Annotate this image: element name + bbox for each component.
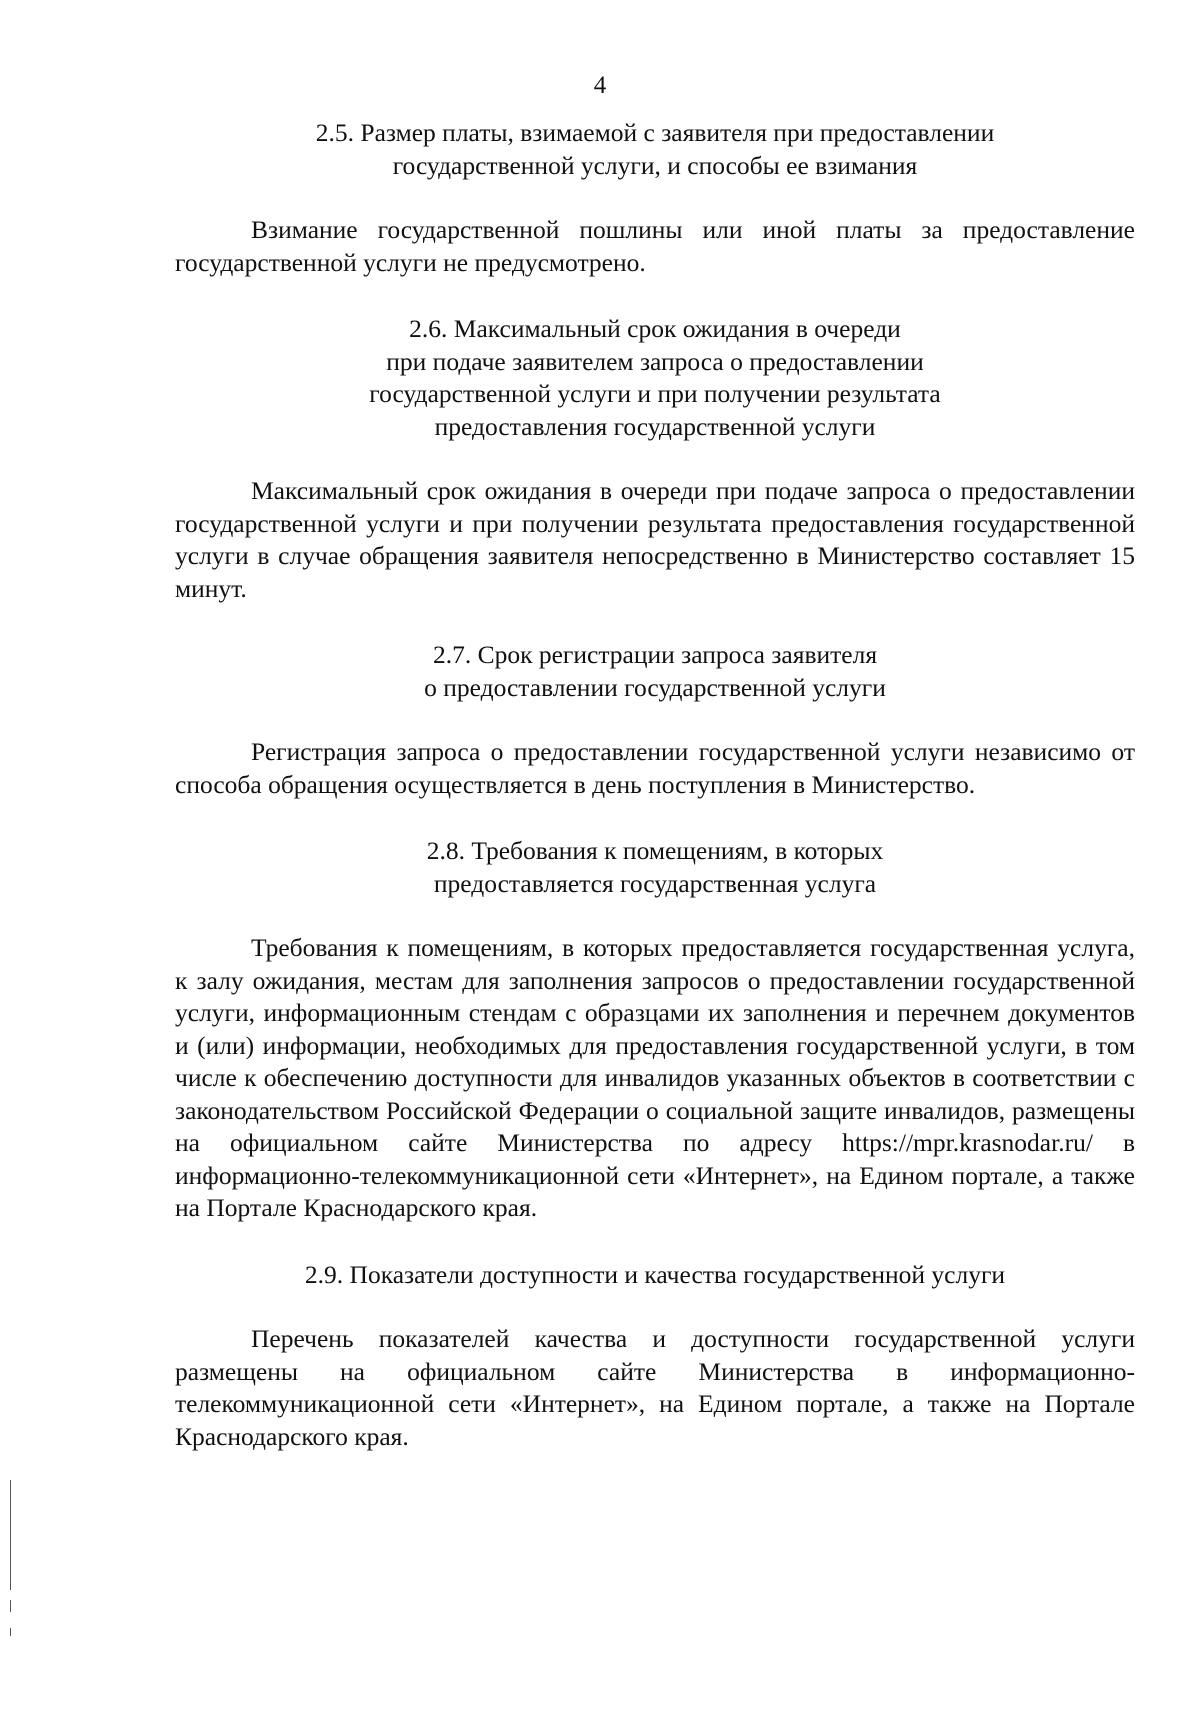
section-heading [175,313,1135,443]
section-2-9 [175,1259,1135,1454]
section-2-6 [175,313,1135,605]
heading-line: 2.8. Требования к помещениям, в которых [426,836,884,865]
page-number: 4 [593,72,607,99]
heading-line: государственной услуги и при получении результата [369,379,941,408]
section-heading [175,1259,1135,1292]
section-heading [175,639,1135,704]
document-body [175,117,1135,1453]
section-2-8 [175,835,1135,1225]
heading-line: государственной услуги, и способы ее взимания [392,150,918,180]
heading-line: о предоставлении государственной услуги [424,672,886,702]
heading-line: при подаче заявителем запроса о предоставлении [386,346,924,376]
section-paragraph: Максимальный срок ожидания в очереди при подаче запроса о предоставлении государственной услуги и при получении результата предоставления государственной услуги в случае обращения заявителя непосредственно в Министерство составляет 15 минут. [175,476,1135,603]
heading-line: 2.5. Размер платы, взимаемой с заявителя при предоставлении [315,118,995,147]
heading-line: 2.9. Показатели доступности и качества государственной услуги [304,1259,1006,1289]
scan-margin-mark [10,1628,11,1636]
heading-line: 2.6. Максимальный срок ожидания в очереди [409,314,901,343]
section-paragraph: Взимание государственной пошлины или иной платы за предоставление государственной услуги не предусмотрено. [175,215,1135,277]
section-heading [175,835,1135,900]
scan-margin-mark [10,1600,11,1612]
section-paragraph: Регистрация запроса о предоставлении государственной услуги независимо от способа обращения осуществляется в день поступления в Министерство. [175,737,1135,799]
section-2-7 [175,639,1135,801]
section-2-5 [175,117,1135,279]
heading-line: предоставления государственной услуги [434,411,876,441]
heading-line: предоставляется государственная услуга [433,868,877,898]
section-paragraph: Перечень показателей качества и доступности государственной услуги размещены на официальном сайте Министерства в информационно-телекоммуникационной сети «Интернет», на Едином портале, а также на Портале Краснодарского края. [175,1324,1135,1451]
section-heading [175,117,1135,182]
section-paragraph: Требования к помещениям, в которых предоставляется государственная услуга, к залу ожидания, местам для заполнения запросов о предоставлении государственной услуги, информационным стендам с образцами их заполнения и перечнем документов и (или) информации, необходимых для предоставления государственной услуги, в том числе к обеспечению доступности для инвалидов указанных объектов в соответствии с законодательством Российской Федерации о социальной защите инвалидов, размещены на официальном сайте Министерства по адресу https://mpr.krasnodar.ru/ в информационно-телекоммуникационной сети «Интернет», на Едином портале, а также на Портале Краснодарского края. [175,933,1135,1222]
scan-margin-line [10,1480,11,1590]
heading-line: 2.7. Срок регистрации запроса заявителя [432,640,878,669]
